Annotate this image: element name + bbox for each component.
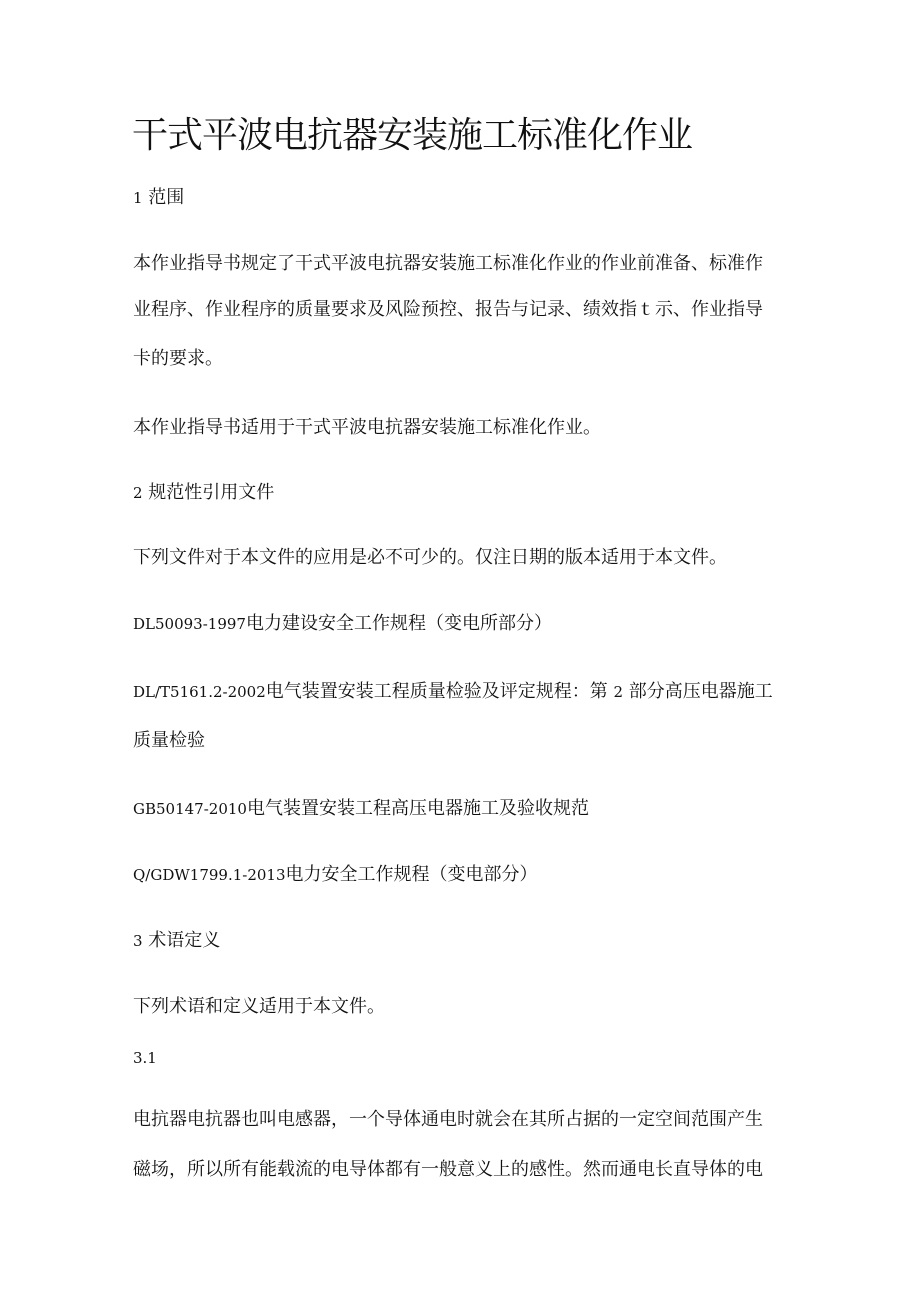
section-number: 3 xyxy=(133,932,143,950)
reference-item xyxy=(133,612,552,636)
paragraph: 本作业指导书适用于干式平波电抗器安装施工标准化作业。 xyxy=(133,417,601,438)
subsection-number: 3.1 xyxy=(133,1049,157,1067)
section-title: 范围 xyxy=(148,187,185,208)
paragraph-line: 卡的要求。 xyxy=(133,348,223,369)
reference-item-continued: 质量检验 xyxy=(133,730,205,751)
document-title: 干式平波电抗器安装施工标准化作业 xyxy=(132,115,693,156)
reference-item xyxy=(133,863,538,887)
reference-part-number: 2 xyxy=(613,683,624,701)
paragraph: 下列文件对于本文件的应用是必不可少的。仅注日期的版本适用于本文件。 xyxy=(133,547,727,568)
reference-code: DL/T5161.2-2002 xyxy=(133,683,266,701)
reference-title: 电力建设安全工作规程（变电所部分） xyxy=(245,613,552,634)
reference-item xyxy=(133,680,773,704)
reference-item xyxy=(133,797,589,821)
section-2-heading xyxy=(133,481,274,505)
reference-code: Q/GDW1799.1-2013 xyxy=(133,866,286,884)
section-number: 2 xyxy=(133,484,143,502)
paragraph-line: 本作业指导书规定了干式平波电抗器安装施工标准化作业的作业前准备、标准作 xyxy=(133,253,763,274)
section-1-heading xyxy=(133,186,184,210)
reference-title: 电气装置安装工程质量检验及评定规程：第 xyxy=(265,681,608,702)
reference-title: 电气装置安装工程高压电器施工及验收规范 xyxy=(246,798,589,819)
section-title: 规范性引用文件 xyxy=(148,482,275,503)
reference-code: DL50093-1997 xyxy=(133,615,246,633)
reference-title-continued: 部分高压电器施工 xyxy=(628,681,773,702)
paragraph-line: 磁场，所以所有能载流的电导体都有一般意义上的感性。然而通电长直导体的电 xyxy=(133,1159,763,1180)
section-title: 术语定义 xyxy=(148,930,221,951)
paragraph-line: 业程序、作业程序的质量要求及风险预控、报告与记录、绩效指ｔ示、作业指导 xyxy=(133,299,763,320)
reference-code: GB50147-2010 xyxy=(133,800,247,818)
paragraph: 下列术语和定义适用于本文件。 xyxy=(133,996,385,1017)
section-number: 1 xyxy=(133,189,143,207)
section-3-heading xyxy=(133,929,220,953)
reference-title: 电力安全工作规程（变电部分） xyxy=(285,864,538,885)
paragraph-line: 电抗器电抗器也叫电感器，一个导体通电时就会在其所占据的一定空间范围产生 xyxy=(133,1109,763,1130)
